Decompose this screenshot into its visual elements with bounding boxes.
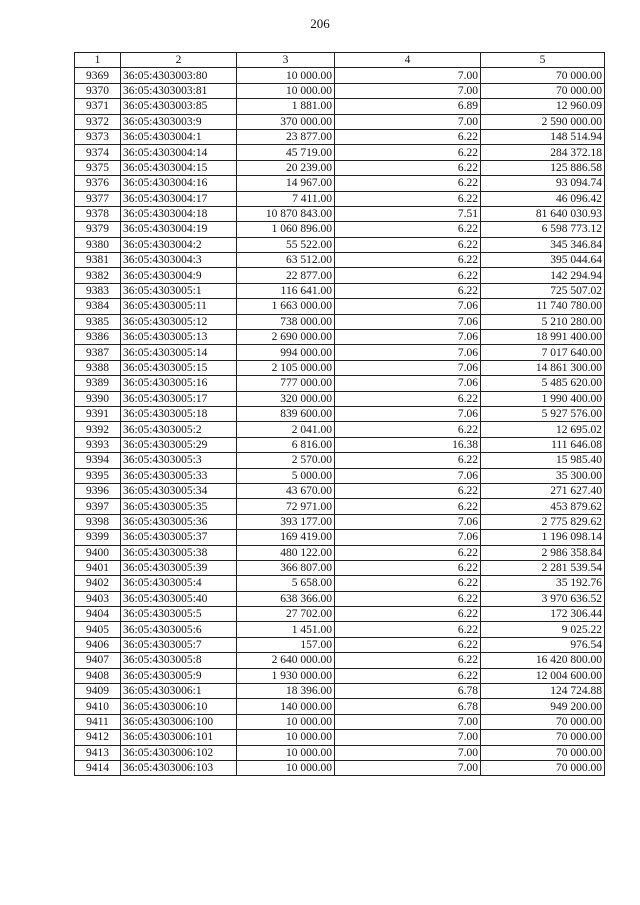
table-row (75, 191, 605, 206)
table-cell: 36:05:4303006:103 (121, 760, 237, 775)
table-row (75, 237, 605, 252)
table-cell: 125 886.58 (481, 160, 605, 175)
table-cell: 148 514.94 (481, 129, 605, 144)
table-cell: 9408 (75, 668, 121, 683)
table-cell: 2 570.00 (237, 453, 335, 468)
table-cell: 43 670.00 (237, 483, 335, 498)
table-row (75, 745, 605, 760)
table-cell: 157.00 (237, 637, 335, 652)
table-cell: 36:05:4303006:10 (121, 699, 237, 714)
table-cell: 36:05:4303004:1 (121, 129, 237, 144)
table-cell: 72 971.00 (237, 499, 335, 514)
table-row (75, 607, 605, 622)
table-cell: 9407 (75, 653, 121, 668)
table-cell: 35 300.00 (481, 468, 605, 483)
table-cell: 36:05:4303005:14 (121, 345, 237, 360)
table-cell: 140 000.00 (237, 699, 335, 714)
column-header: 5 (481, 53, 605, 68)
table-cell: 10 000.00 (237, 760, 335, 775)
table-cell: 6.89 (335, 99, 481, 114)
table-cell: 18 991 400.00 (481, 330, 605, 345)
table-row (75, 514, 605, 529)
table-cell: 6.22 (335, 607, 481, 622)
table-cell: 7.06 (335, 530, 481, 545)
table-cell: 7.00 (335, 760, 481, 775)
table-cell: 9392 (75, 422, 121, 437)
table-cell: 172 306.44 (481, 607, 605, 622)
table-row (75, 83, 605, 98)
data-table (74, 52, 605, 776)
table-row (75, 668, 605, 683)
table-cell: 3 970 636.52 (481, 591, 605, 606)
table-cell: 7.06 (335, 330, 481, 345)
table-cell: 9370 (75, 83, 121, 98)
table-cell: 36:05:4303004:15 (121, 160, 237, 175)
table-cell: 6.22 (335, 145, 481, 160)
table-row (75, 176, 605, 191)
table-cell: 2 640 000.00 (237, 653, 335, 668)
table-cell: 6.22 (335, 453, 481, 468)
column-header: 2 (121, 53, 237, 68)
table-cell: 6.22 (335, 160, 481, 175)
table-cell: 70 000.00 (481, 760, 605, 775)
table-cell: 1 930 000.00 (237, 668, 335, 683)
table-row (75, 99, 605, 114)
table-row (75, 591, 605, 606)
column-header: 3 (237, 53, 335, 68)
table-cell: 7.06 (335, 360, 481, 375)
table-row (75, 468, 605, 483)
table-cell: 9411 (75, 714, 121, 729)
table-cell: 36:05:4303004:17 (121, 191, 237, 206)
table-row (75, 530, 605, 545)
table-cell: 6.22 (335, 391, 481, 406)
table-cell: 9398 (75, 514, 121, 529)
table-row (75, 391, 605, 406)
table-row (75, 222, 605, 237)
table-row (75, 345, 605, 360)
table-cell: 2 281 539.54 (481, 560, 605, 575)
table-cell: 6.22 (335, 653, 481, 668)
table-cell: 6.22 (335, 499, 481, 514)
table-cell: 5 658.00 (237, 576, 335, 591)
table-cell: 7.06 (335, 514, 481, 529)
table-cell: 36:05:4303004:2 (121, 237, 237, 252)
table-cell: 7 411.00 (237, 191, 335, 206)
table-cell: 36:05:4303006:1 (121, 684, 237, 699)
table-cell: 36:05:4303006:100 (121, 714, 237, 729)
table-cell: 6 816.00 (237, 437, 335, 452)
table-cell: 9 025.22 (481, 622, 605, 637)
table-row (75, 653, 605, 668)
table-cell: 36:05:4303003:80 (121, 68, 237, 83)
table-cell: 10 000.00 (237, 83, 335, 98)
table-cell: 36:05:4303004:18 (121, 206, 237, 221)
table-cell: 12 695.02 (481, 422, 605, 437)
table-cell: 36:05:4303005:37 (121, 530, 237, 545)
table-cell: 1 881.00 (237, 99, 335, 114)
table-cell: 36:05:4303005:3 (121, 453, 237, 468)
table-cell: 6.22 (335, 591, 481, 606)
table-cell: 6.22 (335, 191, 481, 206)
table-cell: 14 861 300.00 (481, 360, 605, 375)
table-cell: 55 522.00 (237, 237, 335, 252)
table-cell: 16.38 (335, 437, 481, 452)
table-row (75, 283, 605, 298)
table-cell: 9382 (75, 268, 121, 283)
table-cell: 70 000.00 (481, 745, 605, 760)
table-cell: 70 000.00 (481, 714, 605, 729)
table-cell: 9384 (75, 299, 121, 314)
table-cell: 36:05:4303005:13 (121, 330, 237, 345)
table-cell: 36:05:4303004:19 (121, 222, 237, 237)
table-cell: 6.22 (335, 483, 481, 498)
table-cell: 480 122.00 (237, 545, 335, 560)
table-cell: 1 196 098.14 (481, 530, 605, 545)
table-cell: 36:05:4303005:16 (121, 376, 237, 391)
table-cell: 9405 (75, 622, 121, 637)
table-row (75, 437, 605, 452)
table-cell: 6.22 (335, 222, 481, 237)
table-row (75, 483, 605, 498)
table-cell: 36:05:4303003:9 (121, 114, 237, 129)
table-cell: 36:05:4303005:39 (121, 560, 237, 575)
table-cell: 36:05:4303006:102 (121, 745, 237, 760)
table-cell: 111 646.08 (481, 437, 605, 452)
table-cell: 7.06 (335, 314, 481, 329)
table-cell: 116 641.00 (237, 283, 335, 298)
table-cell: 36:05:4303005:6 (121, 622, 237, 637)
table-row (75, 145, 605, 160)
table-cell: 2 590 000.00 (481, 114, 605, 129)
table-row (75, 576, 605, 591)
table-cell: 63 512.00 (237, 253, 335, 268)
table-cell: 9377 (75, 191, 121, 206)
table-row (75, 253, 605, 268)
table-row (75, 114, 605, 129)
table-cell: 6.22 (335, 176, 481, 191)
table-cell: 638 366.00 (237, 591, 335, 606)
table-cell: 271 627.40 (481, 483, 605, 498)
table-cell: 5 210 280.00 (481, 314, 605, 329)
table-cell: 10 000.00 (237, 68, 335, 83)
table-cell: 5 485 620.00 (481, 376, 605, 391)
table-cell: 9410 (75, 699, 121, 714)
table-row (75, 360, 605, 375)
table-row (75, 545, 605, 560)
table-cell: 9388 (75, 360, 121, 375)
table-cell: 777 000.00 (237, 376, 335, 391)
table-cell: 36:05:4303004:3 (121, 253, 237, 268)
table-cell: 9394 (75, 453, 121, 468)
table-cell: 9412 (75, 730, 121, 745)
table-body (75, 68, 605, 776)
table-cell: 393 177.00 (237, 514, 335, 529)
table-cell: 36:05:4303005:40 (121, 591, 237, 606)
table-cell: 2 041.00 (237, 422, 335, 437)
table-cell: 9396 (75, 483, 121, 498)
table-cell: 9401 (75, 560, 121, 575)
table-cell: 36:05:4303005:33 (121, 468, 237, 483)
table-cell: 976.54 (481, 637, 605, 652)
table-cell: 7.00 (335, 68, 481, 83)
table-cell: 15 985.40 (481, 453, 605, 468)
table-cell: 9375 (75, 160, 121, 175)
table-cell: 70 000.00 (481, 68, 605, 83)
table-row (75, 560, 605, 575)
table-cell: 45 719.00 (237, 145, 335, 160)
table-cell: 14 967.00 (237, 176, 335, 191)
table-cell: 738 000.00 (237, 314, 335, 329)
table-cell: 36:05:4303005:36 (121, 514, 237, 529)
table-cell: 124 724.88 (481, 684, 605, 699)
table-cell: 9413 (75, 745, 121, 760)
table-cell: 2 690 000.00 (237, 330, 335, 345)
table-cell: 994 000.00 (237, 345, 335, 360)
table-cell: 9390 (75, 391, 121, 406)
table-cell: 27 702.00 (237, 607, 335, 622)
table-cell: 370 000.00 (237, 114, 335, 129)
table-cell: 36:05:4303004:16 (121, 176, 237, 191)
table-row (75, 760, 605, 775)
table-cell: 12 960.09 (481, 99, 605, 114)
table-cell: 7.00 (335, 730, 481, 745)
table-cell: 10 000.00 (237, 745, 335, 760)
table-cell: 81 640 030.93 (481, 206, 605, 221)
table-cell: 70 000.00 (481, 83, 605, 98)
table-cell: 36:05:4303005:38 (121, 545, 237, 560)
table-cell: 9406 (75, 637, 121, 652)
table-cell: 9374 (75, 145, 121, 160)
table-cell: 9372 (75, 114, 121, 129)
table-cell: 1 663 000.00 (237, 299, 335, 314)
table-cell: 725 507.02 (481, 283, 605, 298)
table-cell: 5 000.00 (237, 468, 335, 483)
table-cell: 9399 (75, 530, 121, 545)
table-cell: 7.06 (335, 299, 481, 314)
table-cell: 9369 (75, 68, 121, 83)
table-cell: 9376 (75, 176, 121, 191)
table-cell: 9383 (75, 283, 121, 298)
table-cell: 9373 (75, 129, 121, 144)
table-row (75, 422, 605, 437)
table-cell: 839 600.00 (237, 406, 335, 421)
table-cell: 36:05:4303005:2 (121, 422, 237, 437)
table-row (75, 299, 605, 314)
table-cell: 9403 (75, 591, 121, 606)
table-row (75, 637, 605, 652)
table-cell: 7 017 640.00 (481, 345, 605, 360)
table-cell: 6.22 (335, 560, 481, 575)
table-cell: 1 451.00 (237, 622, 335, 637)
table-cell: 7.06 (335, 468, 481, 483)
table-cell: 36:05:4303005:34 (121, 483, 237, 498)
table-cell: 36:05:4303005:4 (121, 576, 237, 591)
table-row (75, 622, 605, 637)
table-cell: 6.78 (335, 684, 481, 699)
table-cell: 16 420 800.00 (481, 653, 605, 668)
table-cell: 7.51 (335, 206, 481, 221)
table-cell: 9414 (75, 760, 121, 775)
table-row (75, 730, 605, 745)
table-cell: 7.00 (335, 745, 481, 760)
table-cell: 20 239.00 (237, 160, 335, 175)
table-cell: 35 192.76 (481, 576, 605, 591)
table-cell: 7.00 (335, 83, 481, 98)
table-cell: 9379 (75, 222, 121, 237)
table-cell: 9380 (75, 237, 121, 252)
table-cell: 395 044.64 (481, 253, 605, 268)
table-cell: 9404 (75, 607, 121, 622)
table-cell: 345 346.84 (481, 237, 605, 252)
table-cell: 36:05:4303005:15 (121, 360, 237, 375)
table-cell: 46 096.42 (481, 191, 605, 206)
table-cell: 23 877.00 (237, 129, 335, 144)
table-cell: 36:05:4303005:18 (121, 406, 237, 421)
table-cell: 320 000.00 (237, 391, 335, 406)
table-cell: 36:05:4303005:7 (121, 637, 237, 652)
table-cell: 6.22 (335, 283, 481, 298)
table-header-row (75, 53, 605, 68)
table-cell: 142 294.94 (481, 268, 605, 283)
table-cell: 6.22 (335, 545, 481, 560)
table-row (75, 499, 605, 514)
table-cell: 10 870 843.00 (237, 206, 335, 221)
table-cell: 10 000.00 (237, 730, 335, 745)
table-cell: 10 000.00 (237, 714, 335, 729)
table-cell: 36:05:4303005:35 (121, 499, 237, 514)
table-cell: 9389 (75, 376, 121, 391)
table-cell: 9402 (75, 576, 121, 591)
table-cell: 18 396.00 (237, 684, 335, 699)
table-cell: 6.22 (335, 268, 481, 283)
table-row (75, 160, 605, 175)
table-cell: 6.22 (335, 237, 481, 252)
table-cell: 36:05:4303003:85 (121, 99, 237, 114)
table-cell: 1 060 896.00 (237, 222, 335, 237)
table-cell: 7.06 (335, 376, 481, 391)
table-cell: 36:05:4303005:1 (121, 283, 237, 298)
table-cell: 36:05:4303005:12 (121, 314, 237, 329)
table-cell: 9385 (75, 314, 121, 329)
table-cell: 9391 (75, 406, 121, 421)
table-cell: 93 094.74 (481, 176, 605, 191)
table-cell: 70 000.00 (481, 730, 605, 745)
table-cell: 36:05:4303005:8 (121, 653, 237, 668)
table-cell: 36:05:4303005:11 (121, 299, 237, 314)
table-cell: 36:05:4303003:81 (121, 83, 237, 98)
table-cell: 6.22 (335, 129, 481, 144)
table-cell: 9393 (75, 437, 121, 452)
table-cell: 9387 (75, 345, 121, 360)
table-row (75, 206, 605, 221)
table-cell: 6.22 (335, 576, 481, 591)
table-cell: 9378 (75, 206, 121, 221)
table-cell: 6.78 (335, 699, 481, 714)
table-cell: 7.06 (335, 406, 481, 421)
table-cell: 366 807.00 (237, 560, 335, 575)
table-cell: 1 990 400.00 (481, 391, 605, 406)
page-number: 206 (310, 16, 330, 31)
table-cell: 11 740 780.00 (481, 299, 605, 314)
table-row (75, 68, 605, 83)
table-cell: 6 598 773.12 (481, 222, 605, 237)
table-cell: 2 775 829.62 (481, 514, 605, 529)
table-row (75, 268, 605, 283)
table-cell: 9381 (75, 253, 121, 268)
table-cell: 7.06 (335, 345, 481, 360)
table-row (75, 129, 605, 144)
column-header: 1 (75, 53, 121, 68)
table-cell: 169 419.00 (237, 530, 335, 545)
table-cell: 6.22 (335, 668, 481, 683)
table-row (75, 376, 605, 391)
table-row (75, 714, 605, 729)
table-cell: 2 986 358.84 (481, 545, 605, 560)
table-cell: 36:05:4303005:29 (121, 437, 237, 452)
table-row (75, 453, 605, 468)
table-cell: 6.22 (335, 422, 481, 437)
table-cell: 5 927 576.00 (481, 406, 605, 421)
table-cell: 949 200.00 (481, 699, 605, 714)
table-row (75, 406, 605, 421)
table-row (75, 330, 605, 345)
table-cell: 9400 (75, 545, 121, 560)
table-row (75, 699, 605, 714)
table-cell: 6.22 (335, 253, 481, 268)
table-cell: 6.22 (335, 622, 481, 637)
table-cell: 9395 (75, 468, 121, 483)
table-cell: 36:05:4303004:9 (121, 268, 237, 283)
table-cell: 453 879.62 (481, 499, 605, 514)
table-cell: 36:05:4303005:9 (121, 668, 237, 683)
table-cell: 9386 (75, 330, 121, 345)
table-cell: 6.22 (335, 637, 481, 652)
column-header: 4 (335, 53, 481, 68)
table-row (75, 314, 605, 329)
table-row (75, 684, 605, 699)
table-cell: 9397 (75, 499, 121, 514)
table-cell: 2 105 000.00 (237, 360, 335, 375)
table-cell: 284 372.18 (481, 145, 605, 160)
table-cell: 22 877.00 (237, 268, 335, 283)
table-cell: 36:05:4303005:17 (121, 391, 237, 406)
table-cell: 12 004 600.00 (481, 668, 605, 683)
table-cell: 9371 (75, 99, 121, 114)
table-cell: 9409 (75, 684, 121, 699)
table-cell: 36:05:4303004:14 (121, 145, 237, 160)
table-cell: 7.00 (335, 114, 481, 129)
table-cell: 7.00 (335, 714, 481, 729)
table-cell: 36:05:4303005:5 (121, 607, 237, 622)
table-cell: 36:05:4303006:101 (121, 730, 237, 745)
